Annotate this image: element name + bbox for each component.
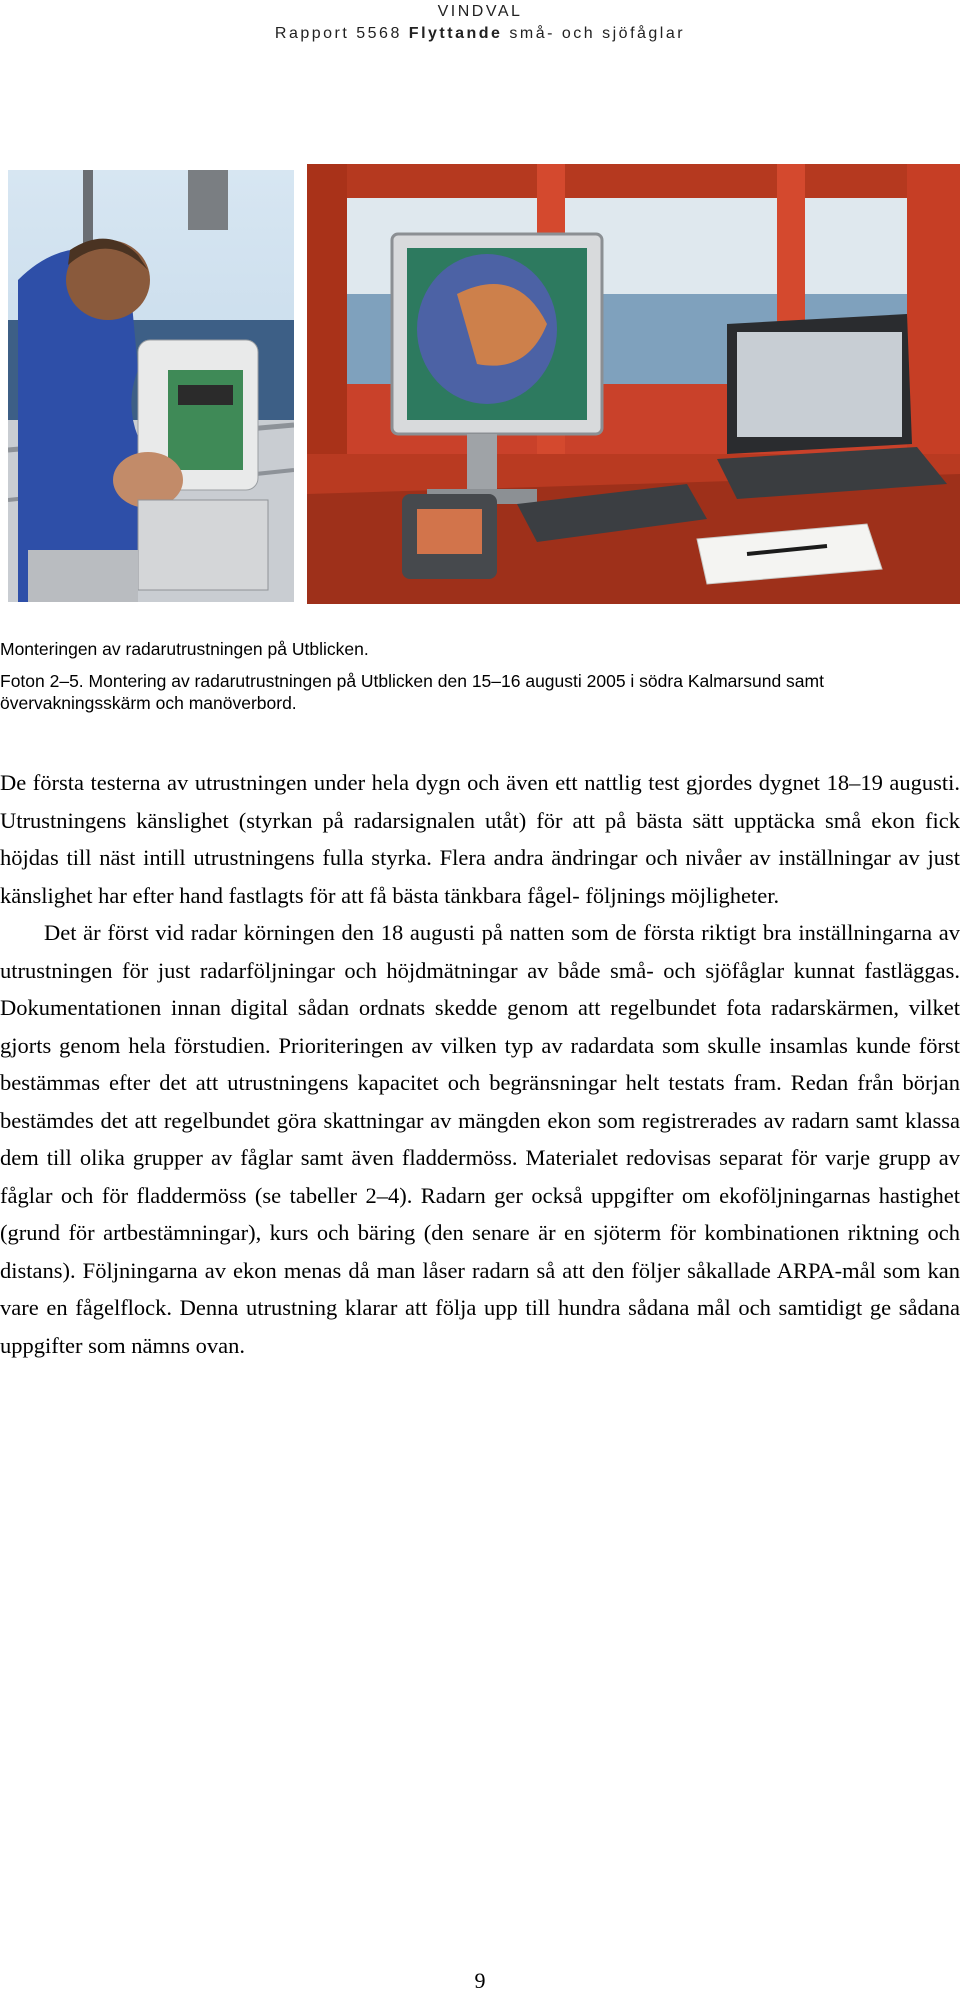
- running-header: [0, 0, 960, 45]
- photo-bridge-monitoring: [307, 164, 960, 604]
- page-number: 9: [474, 1968, 486, 1993]
- header-report-title: Rapport 5568 Flyttande små- och sjöfåglar: [274, 25, 686, 42]
- photo-caption-long: Foton 2–5. Montering av radarutrustningen på Utblicken den 15–16 augusti 2005 i södra Kalmarsund samt övervakningsskärm och manöverbord.: [0, 671, 824, 713]
- header-series: VINDVAL: [437, 3, 523, 20]
- body-text: [0, 764, 960, 1364]
- photo-radar-mounting: [8, 170, 294, 602]
- paragraph-2: Det är först vid radar körningen den 18 augusti på natten som de första riktigt bra inställningarna av utrustningen för just radarföljningar och höjdmätningar av både små- och sjöfåglar kunnat fastläggas. Dokumentationen innan digital sådan ordnats skedde genom att regelbundet fota radarskärmen, vilket gjorts genom hela förstudien. Prioriteringen av vilken typ av radardata som skulle insamlas kunde först bestämmas efter det att utrustningens kapacitet och begränsningar helt testats fram. Redan från början bestämdes det att regelbundet göra skattningar av mängden ekon som registrerades av radarn samt klassa dem till olika grupper av fåglar samt även fladdermöss. Materialet redovisas separat för varje grupp av fåglar och för fladdermöss (se tabeller 2–4). Radarn ger också uppgifter om ekoföljningarnas hastighet (grund för artbestämningar), kurs och bäring (den senare är en sjöterm för kombinationen riktning och distans). Följningarna av ekon menas då man låser radarn så att den följer såkallade ARPA-mål som kan vare en fågelflock. Denna utrustning klarar att följa upp till hundra sådana mål och samtidigt ge sådana uppgifter som nämns ovan.: [0, 920, 960, 1358]
- photo-caption-short: Monteringen av radarutrustningen på Utblicken.: [0, 639, 369, 659]
- paragraph-1: De första testerna av utrustningen under hela dygn och även ett nattlig test gjordes dygnet 18–19 augusti. Utrustningens känslighet (styrkan på radarsignalen utåt) för att på bästa sätt upptäcka små ekon fick höjdas till näst intill utrustningens fulla styrka. Flera andra ändringar och nivåer av inställningar av just känslighet har efter hand fastlagts för att få bästa tänkbara fågel- följnings möjligheter.: [0, 770, 960, 908]
